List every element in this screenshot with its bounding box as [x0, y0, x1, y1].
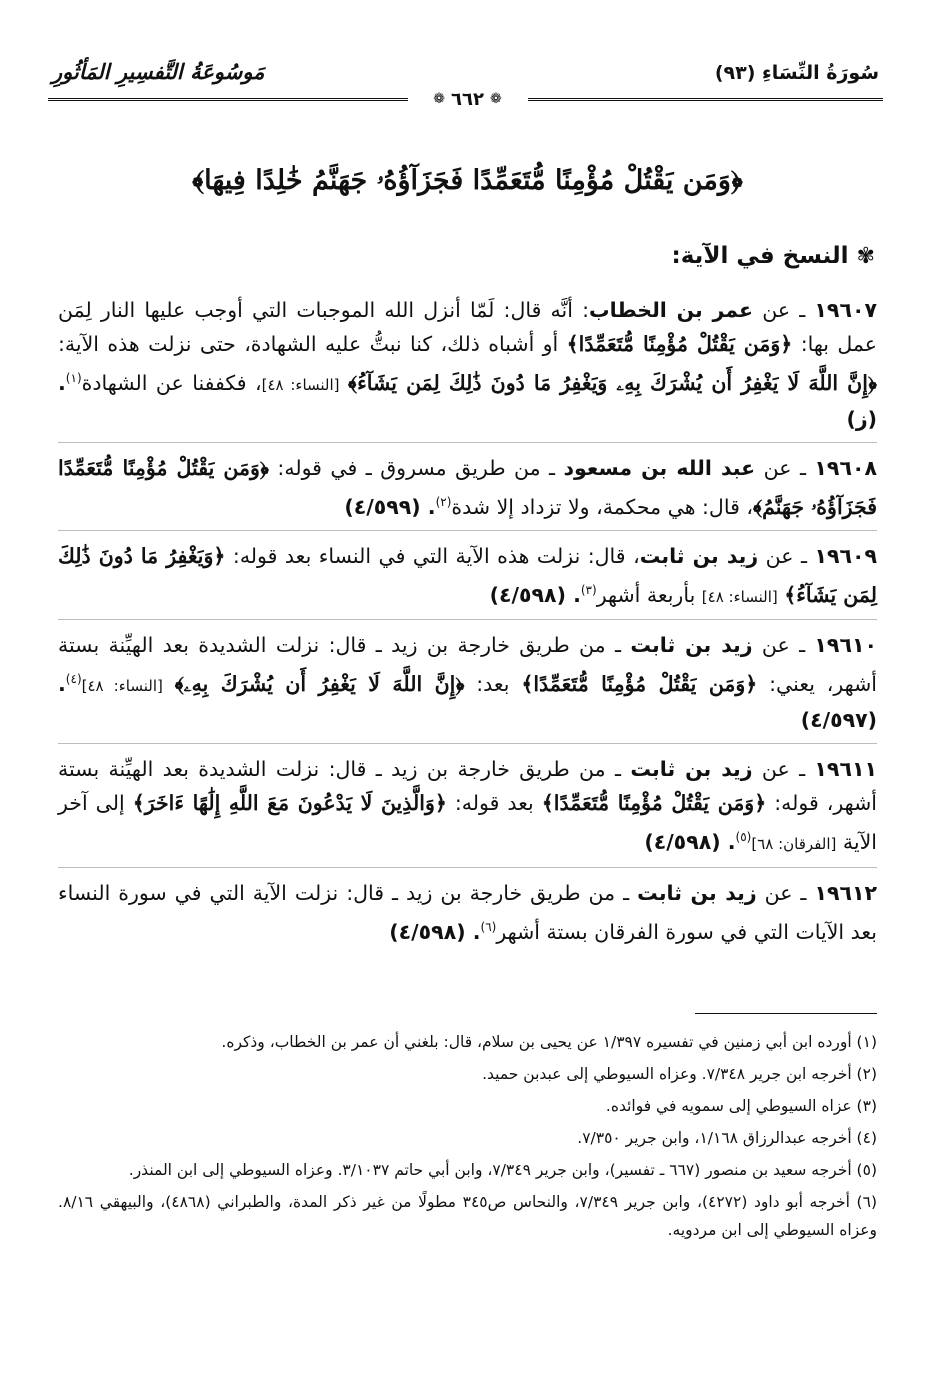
narrations: [58, 293, 877, 963]
narration-entry: [58, 451, 877, 531]
footnote-rule: [695, 1013, 877, 1014]
reference: . (ز): [58, 370, 877, 431]
text-run: ـ من طريق خارجة بن زيد ـ قال: نزلت الشديدة بعد الهيِّنة بستة أشهر، قوله:: [58, 757, 877, 816]
narrator-name: زيد بن ثابت: [630, 633, 753, 658]
text-run: ـ عن: [753, 298, 815, 322]
footnote-marker: (٣): [580, 582, 597, 597]
verse-source: [النساء: ٤٨]: [81, 677, 163, 696]
text-run: ـ عن: [755, 455, 815, 480]
reference: . (٤/٥٩٨): [644, 830, 736, 855]
text-run: ـ عن: [756, 881, 815, 906]
footnote: (٢) أخرجه ابن جرير ٧/٣٤٨. وعزاه السيوطي إلى عبدبن حميد.: [482, 1065, 877, 1083]
narration-number: ١٩٦٠٧: [814, 298, 877, 322]
quran-quote: ﴿وَمَن يَقْتُلْ مُؤْمِنًا مُّتَعَمِّدًا﴾: [521, 672, 758, 697]
narration-number: ١٩٦١٠: [814, 633, 877, 658]
footnote: (٦) أخرجه أبو داود (٤٢٧٢)، وابن جرير ٧/٣٤٩، والنحاس ص٣٤٥ مطولًا من غير ذكر المدة، والطبراني (٤٨٦٨)، والبيهقي ٨/١٦. وعزاه السيوطي إلى ابن مردويه.: [58, 1193, 877, 1239]
footnote-marker: (٦): [480, 920, 497, 935]
verse-source: [النساء: ٤٨]: [261, 375, 340, 394]
narrator-name: عبد الله بن مسعود: [563, 455, 756, 480]
narration-number: ١٩٦٠٨: [814, 455, 877, 480]
page-number-box: [408, 88, 528, 110]
footnote-marker: (١): [65, 371, 82, 385]
page-number: ٦٦٢: [451, 88, 484, 110]
quran-quote: ﴿وَالَّذِينَ لَا يَدْعُونَ مَعَ اللَّهِ إِلَٰهًا ءَاخَرَ﴾: [132, 791, 447, 816]
quran-quote: ﴿وَمَن يَقْتُلْ مُؤْمِنًا مُّتَعَمِّدًا فَجَزَآؤُهُۥ جَهَنَّمُ﴾: [58, 455, 877, 519]
text-run: [340, 371, 348, 395]
text-run: ـ من طريق خارجة بن زيد ـ قال: نزلت الآية التي في سورة النساء بعد الآيات التي في سورة الفرقان بستة أشهر: [58, 881, 877, 944]
text-run: ، قال: نزلت هذه الآية التي في النساء بعد قوله:: [225, 543, 640, 568]
ornament-icon: ❁: [489, 91, 502, 107]
flower-icon: ✾: [856, 243, 875, 269]
quran-quote: ﴿إِنَّ اللَّهَ لَا يَغْفِرُ أَن يُشْرَكَ بِهِۦ وَيَغْفِرُ مَا دُونَ ذَٰلِكَ لِمَن يَشَآءُ﴾: [348, 370, 877, 395]
text-run: ـ عن: [752, 633, 815, 658]
text-run: إلى آخر الآية: [58, 791, 877, 855]
narration-entry: [58, 539, 877, 621]
text-run: ـ عن: [752, 757, 815, 782]
footnote: (٣) عزاه السيوطي إلى سمويه في فوائده.: [605, 1097, 877, 1115]
text-run: بأربعة أشهر: [596, 582, 702, 607]
reference: . (٤/٥٩٩): [344, 494, 436, 519]
text-run: بعد قوله:: [446, 791, 542, 816]
text-run: ـ عن: [758, 543, 815, 568]
section-heading: [672, 243, 875, 269]
narrator-name: زيد بن ثابت: [637, 881, 757, 906]
narration-number: ١٩٦١١: [814, 757, 877, 782]
narration-number: ١٩٦١٢: [814, 881, 877, 906]
text-run: [163, 672, 175, 696]
surah-label: سُورَةُ النِّسَاءِ (٩٣): [714, 62, 879, 84]
narration-entry: [58, 293, 877, 443]
narration-number: ١٩٦٠٩: [814, 543, 877, 568]
narrator-name: زيد بن ثابت: [639, 543, 759, 568]
quran-quote: ﴿وَمَن يَقْتُلْ مُؤْمِنًا مُّتَعَمِّدًا﴾: [566, 332, 793, 356]
text-run: ـ من طريق مسروق ـ في قوله:: [268, 455, 564, 480]
footnote: (١) أورده ابن أبي زمنين في تفسيره ١/٣٩٧ عن يحيى بن سلام، قال: بلغني أن عمر بن الخطاب، وذكره.: [221, 1033, 877, 1051]
text-run: أو أشباه ذلك، كنا نبتُّ عليه الشهادة، حتى نزلت هذه الآية:: [58, 332, 567, 356]
narration-entry: [58, 628, 877, 744]
footnote-marker: (٥): [735, 830, 752, 845]
quran-quote: ﴿وَيَغْفِرُ مَا دُونَ ذَٰلِكَ لِمَن يَشَآءُ﴾: [58, 543, 877, 607]
footnote: (٤) أخرجه عبدالرزاق ١/١٦٨، وابن جرير ٧/٣٥٠.: [577, 1129, 877, 1147]
verse-source: [الفرقان: ٦٨]: [751, 835, 837, 854]
verse-source: [النساء: ٤٨]: [701, 587, 778, 606]
text-run: بعد:: [464, 672, 522, 697]
quran-quote: ﴿وَمَن يَقْتُلْ مُؤْمِنًا مُّتَعَمِّدًا﴾: [541, 791, 767, 816]
text-run: ـ من طريق خارجة بن زيد ـ قال: نزلت الشديدة بعد الهيِّنة بستة أشهر، يعني:: [58, 633, 878, 697]
narrator-name: عمر بن الخطاب: [589, 298, 754, 322]
reference: . (٤/٥٩٨): [389, 919, 481, 944]
text-run: : أنَّه قال: لَمّا أنزل الله الموجبات التي أوجب عليها النار لِمَن عمل بها:: [58, 298, 878, 356]
reference: . (٤/٥٩٨): [489, 582, 581, 607]
section-title: النسخ في الآية:: [671, 243, 849, 269]
verse-heading: ﴿وَمَن يَقْتُلْ مُؤْمِنًا مُّتَعَمِّدًا فَجَزَآؤُهُۥ جَهَنَّمُ خَٰلِدًا فِيهَا﴾: [192, 165, 743, 196]
footnotes: [58, 1028, 877, 1248]
footnote-marker: (٢): [435, 494, 452, 509]
narration-entry: [58, 752, 877, 868]
narrator-name: زيد بن ثابت: [630, 757, 753, 782]
text-run: ، قال: هي محكمة، ولا تزداد إلا شدة: [451, 494, 754, 519]
text-run: ، فكففنا عن الشهادة: [81, 370, 262, 395]
reference: . (٤/٥٩٧): [58, 672, 877, 733]
footnote-marker: (٤): [65, 672, 82, 687]
ornament-icon: ❁: [433, 91, 446, 107]
book-title: مَوسُوعَةُ التَّفسِيرِ المَأثُورِ: [52, 60, 265, 84]
narration-entry: [58, 876, 877, 955]
quran-quote: ﴿إِنَّ اللَّهَ لَا يَغْفِرُ أَن يُشْرَكَ بِهِۦ﴾: [174, 672, 465, 697]
footnote: (٥) أخرجه سعيد بن منصور (٦٦٧ ـ تفسير)، وابن جرير ٧/٣٤٩، وابن أبي حاتم ٣/١٠٣٧. وعزاه السيوطي إلى ابن المنذر.: [128, 1161, 877, 1179]
